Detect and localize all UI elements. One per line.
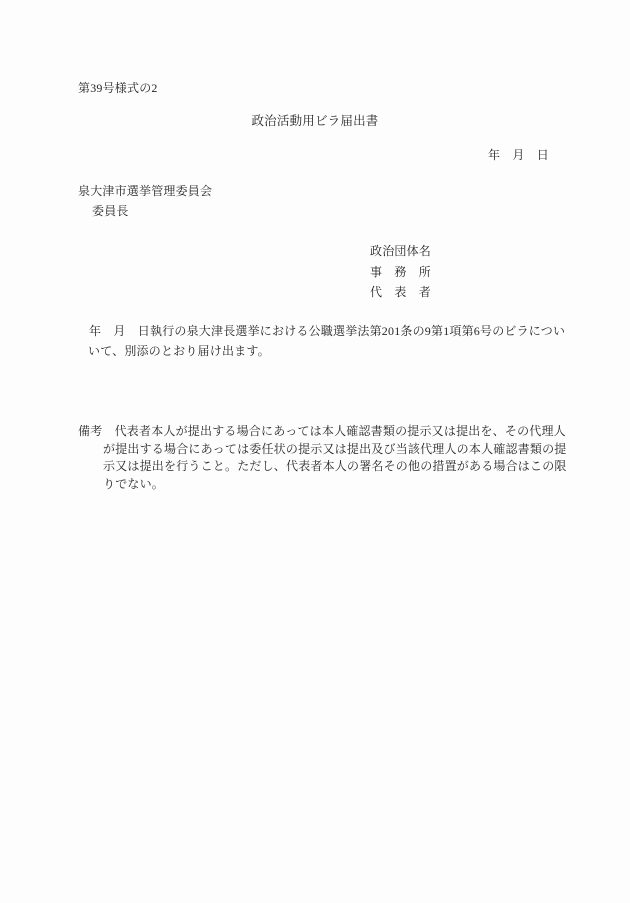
body-paragraph-line-1: 年 月 日執行の泉大津長選挙における公職選挙法第201条の9第1項第6号のビラについ — [89, 324, 566, 338]
form-number: 第39号様式の2 — [78, 81, 158, 95]
remarks-line-1: 備考 代表者本人が提出する場合にあっては本人確認書類の提示又は提出を、その代理人 — [78, 424, 566, 438]
recipient-chairperson: 委員長 — [92, 204, 129, 218]
remarks-line-2: が提出する場合にあっては委任状の提示又は提出及び当該代理人の本人確認書類の提 — [103, 442, 567, 456]
declarant-field-political-org-name: 政治団体名 — [370, 244, 432, 258]
declarant-field-representative: 代 表 者 — [370, 285, 432, 299]
recipient-organization: 泉大津市選挙管理委員会 — [78, 184, 213, 198]
page-title: 政治活動用ビラ届出書 — [251, 114, 379, 128]
remarks-line-3: 示又は提出を行うこと。ただし、代表者本人の署名その他の措置がある場合はこの限 — [103, 459, 567, 473]
body-paragraph-line-2: いて、別添のとおり届け出ます。 — [88, 344, 270, 358]
declarant-field-office: 事 務 所 — [370, 265, 432, 279]
remarks-line-4: りでない。 — [103, 477, 165, 491]
date-placeholder: 年 月 日 — [488, 148, 550, 162]
